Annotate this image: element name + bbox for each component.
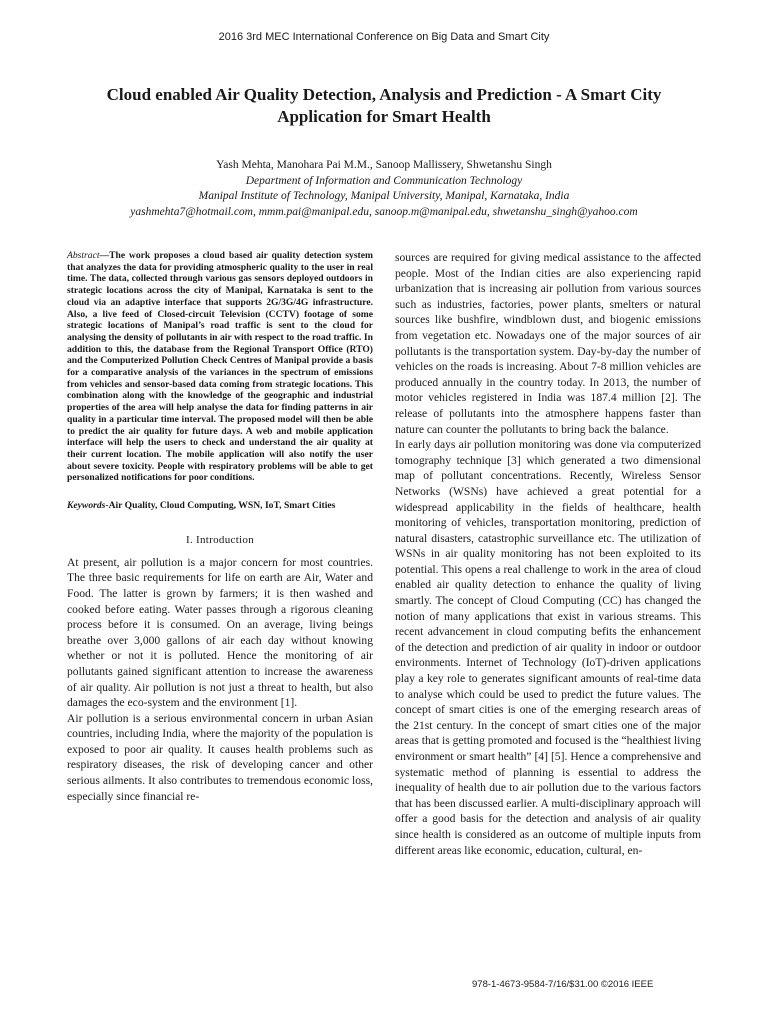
conference-header: 2016 3rd MEC International Conference on Big Data and Smart City xyxy=(218,31,550,43)
body-paragraph: In early days air pollution monitoring was done via computerized tomography technique [3] which generated a two dimensional map of pollutant concentrations. Recently, Wireless Sensor Networks (WSNs) have achieved a great potential for a widespread applicability in the fields of healthcare, health monitoring of vehicles, transportation monitoring, prediction of natural disasters, catastrophic surveillance etc. The utilization of WSNs in air quality monitoring has not been exploited to its potential. This opens a real challenge to work in the area of cloud enabled air quality detection to enhance the quality of living smartly. The concept of Cloud Computing (CC) has changed the notion of many applications that exist in various streams. This recent advancement in cloud computing befits the enhancement of the detection and prediction of air quality in indoor or outdoor environments. Internet of Technology (IoT)-driven applications play a key role to generates significant amounts of real-time data to analyse which could be used to predict the future values. The concept of smart cities is one of the emerging research areas of the 21st century. In the concept of smart cities one of the major areas that is getting promoted and focused is the “healthiest living environment or smart health” [4] [5]. Hence a comprehensive and systematic method of planning is essential to address the inequality of health due to air pollution due to the various factors that has been discussed earlier. A multi-disciplinary approach will offer a good basis for the detection and analysis of air quality since health is considered as an outcome of multiple inputs from different areas like economic, education, cultural, en- xyxy=(395,438,701,857)
right-column xyxy=(395,250,701,858)
abstract-label: Abstract xyxy=(67,250,100,261)
copyright-footer: 978-1-4673-9584-7/16/$31.00 ©2016 IEEE xyxy=(472,979,654,990)
body-paragraph: sources are required for giving medical assistance to the affected people. Most of the Indian cities are also experiencing rapid urbanization that is increasing air pollution from various sources such as industries, factories, power plants, smelters or natural sources like bushfire, windblown dust, and biogenic emissions from vegetation etc. Nowadays one of the major sources of air pollutants is the transportation system. Day-by-day the number of vehicles on the roads is increasing. About 7-8 million vehicles are produced annually in the country today. In 2013, the number of motor vehicles registered in India was 187.4 million [2]. The release of pollutants into the atmosphere happens faster than nature can counter the pollutants to bring back the balance. xyxy=(395,251,701,436)
body-paragraph: Air pollution is a serious environmental concern in urban Asian countries, including India, where the majority of the population is exposed to poor air quality. It causes health problems such as respiratory diseases, the risk of developing cancer and other serious ailments. It also contributes to tremendous economic loss, especially since financial re- xyxy=(67,711,373,803)
keywords xyxy=(67,500,373,512)
keywords-label: Keywords xyxy=(67,500,106,512)
author-block xyxy=(40,158,728,220)
paper-title xyxy=(60,84,708,128)
author-institute: Manipal Institute of Technology, Manipal University, Manipal, Karnataka, India xyxy=(198,190,570,202)
body-paragraph: At present, air pollution is a major concern for most countries. The three basic requirements for life on earth are Air, Water and Food. The latter is grown by farmers; it is then washed and cooked before eating. Water passes through a rigorous cleaning process before it is consumed. On an average, living beings breathe over 3,000 gallons of air each day without knowing whether or not it is polluted. Hence the monitoring of air pollutants gained significant attention to increase the awareness of air quality. Air pollution is not just a threat to health, but also damages the eco-system and the environment [1]. xyxy=(67,555,373,710)
left-column xyxy=(67,250,373,804)
paper-title-line-2: Application for Smart Health xyxy=(277,107,491,126)
author-department: Department of Information and Communication Technology xyxy=(245,174,523,187)
section-heading-introduction: I. Introduction xyxy=(185,533,255,546)
abstract-text: —The work proposes a cloud based air quality detection system that analyzes the data for providing atmospheric quality to the user in real time. The data, collected through various gas sensors deployed outdoors in strategic locations across the city of Manipal, Karnataka is sent to the cloud via an adaptive interface that supports 2G/3G/4G infrastructure. Also, a live feed of Closed-circuit Television (CCTV) footage of some strategic locations of Manipal’s road traffic is sent to the cloud for analysing the density of pollutants in air with respect to the road traffic. In addition to this, the database from the Regional Transport Office (RTO) and the Computerized Pollution Check Centres of Manipal provide a basis for a comparative analysis of the variances in the spectrum of emissions from vehicles and sensor-based data coming from strategic locations. This combination along with the knowledge of the geographic and industrial properties of the area will help analyse the data for finding patterns in air quality in a particular time interval. The proposed model will then be able to predict the air quality for future days. A web and mobile application interface will help the users to check and understand the air quality at their current location. The mobile application will also notify the user about severe toxicity. People with respiratory problems will be able to get personalized notifications for poor conditions. xyxy=(67,250,373,484)
paper-title-line-1: Cloud enabled Air Quality Detection, Analysis and Prediction - A Smart City xyxy=(106,85,662,104)
keywords-text: -Air Quality, Cloud Computing, WSN, IoT, Smart Cities xyxy=(105,500,336,512)
abstract xyxy=(67,250,373,484)
author-emails: yashmehta7@hotmail.com, mmm.pai@manipal.edu, sanoop.m@manipal.edu, shwetanshu_singh@yahoo.com xyxy=(130,205,638,218)
author-names: Yash Mehta, Manohara Pai M.M., Sanoop Mallissery, Shwetanshu Singh xyxy=(216,159,552,171)
